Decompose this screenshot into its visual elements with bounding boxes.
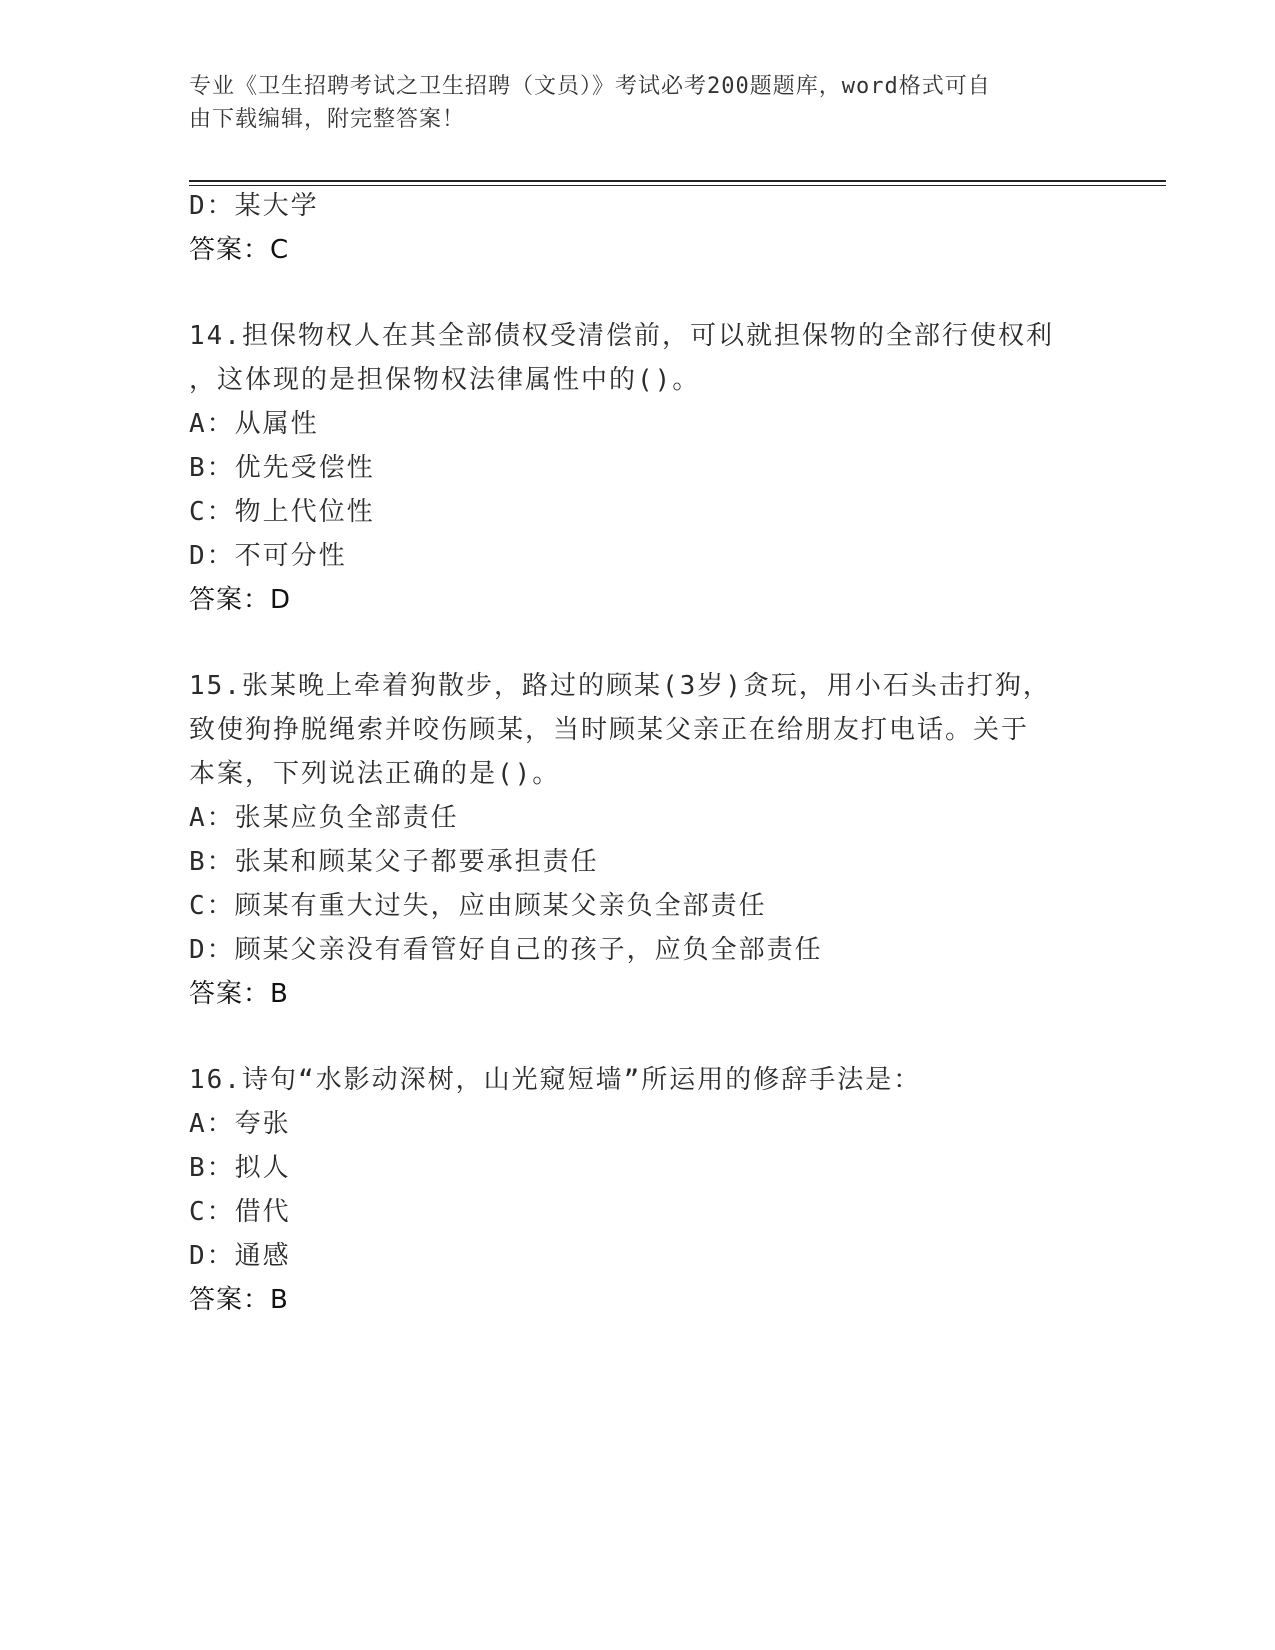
q16-option-a: A：夸张 [189,1109,291,1139]
q15-stem-line-2: 致使狗挣脱绳索并咬伤顾某，当时顾某父亲正在给朋友打电话。关于 [189,715,1030,745]
q16-answer: 答案：B [189,1285,289,1315]
header-rule-thick [189,180,1166,182]
q14-option-c: C：物上代位性 [189,497,375,527]
q14-stem-line-1: 14.担保物权人在其全部债权受清偿前，可以就担保物的全部行使权利 [189,321,1054,351]
header-line-1: 专业《卫生招聘考试之卫生招聘（文员）》考试必考200题题库，word格式可自 [189,74,991,99]
q14-option-d: D：不可分性 [189,541,347,571]
q14-option-b: B：优先受偿性 [189,453,375,483]
header-line-2: 由下载编辑，附完整答案！ [189,107,466,132]
prev-option-d: D：某大学 [189,191,319,221]
header-rule-thin [189,185,1166,186]
q16-option-b: B：拟人 [189,1153,291,1183]
q15-option-a: A：张某应负全部责任 [189,803,459,833]
q15-stem-line-1: 15.张某晚上牵着狗散步，路过的顾某(3岁)贪玩，用小石头击打狗， [189,671,1051,701]
q16-stem-line-1: 16.诗句“水影动深树，山光窥短墙”所运用的修辞手法是： [189,1065,922,1095]
q14-stem-line-2: ，这体现的是担保物权法律属性中的()。 [189,365,701,395]
q15-stem-line-3: 本案，下列说法正确的是()。 [189,759,561,789]
q16-option-c: C：借代 [189,1197,291,1227]
document-header [189,70,1089,136]
q15-answer: 答案：B [189,979,289,1009]
q15-option-d: D：顾某父亲没有看管好自己的孩子，应负全部责任 [189,935,823,965]
prev-answer: 答案：C [189,235,290,265]
q16-option-d: D：通感 [189,1241,291,1271]
q15-option-c: C：顾某有重大过失，应由顾某父亲负全部责任 [189,891,767,921]
q14-option-a: A：从属性 [189,409,319,439]
q15-option-b: B：张某和顾某父子都要承担责任 [189,847,599,877]
q14-answer: 答案：D [189,585,292,615]
